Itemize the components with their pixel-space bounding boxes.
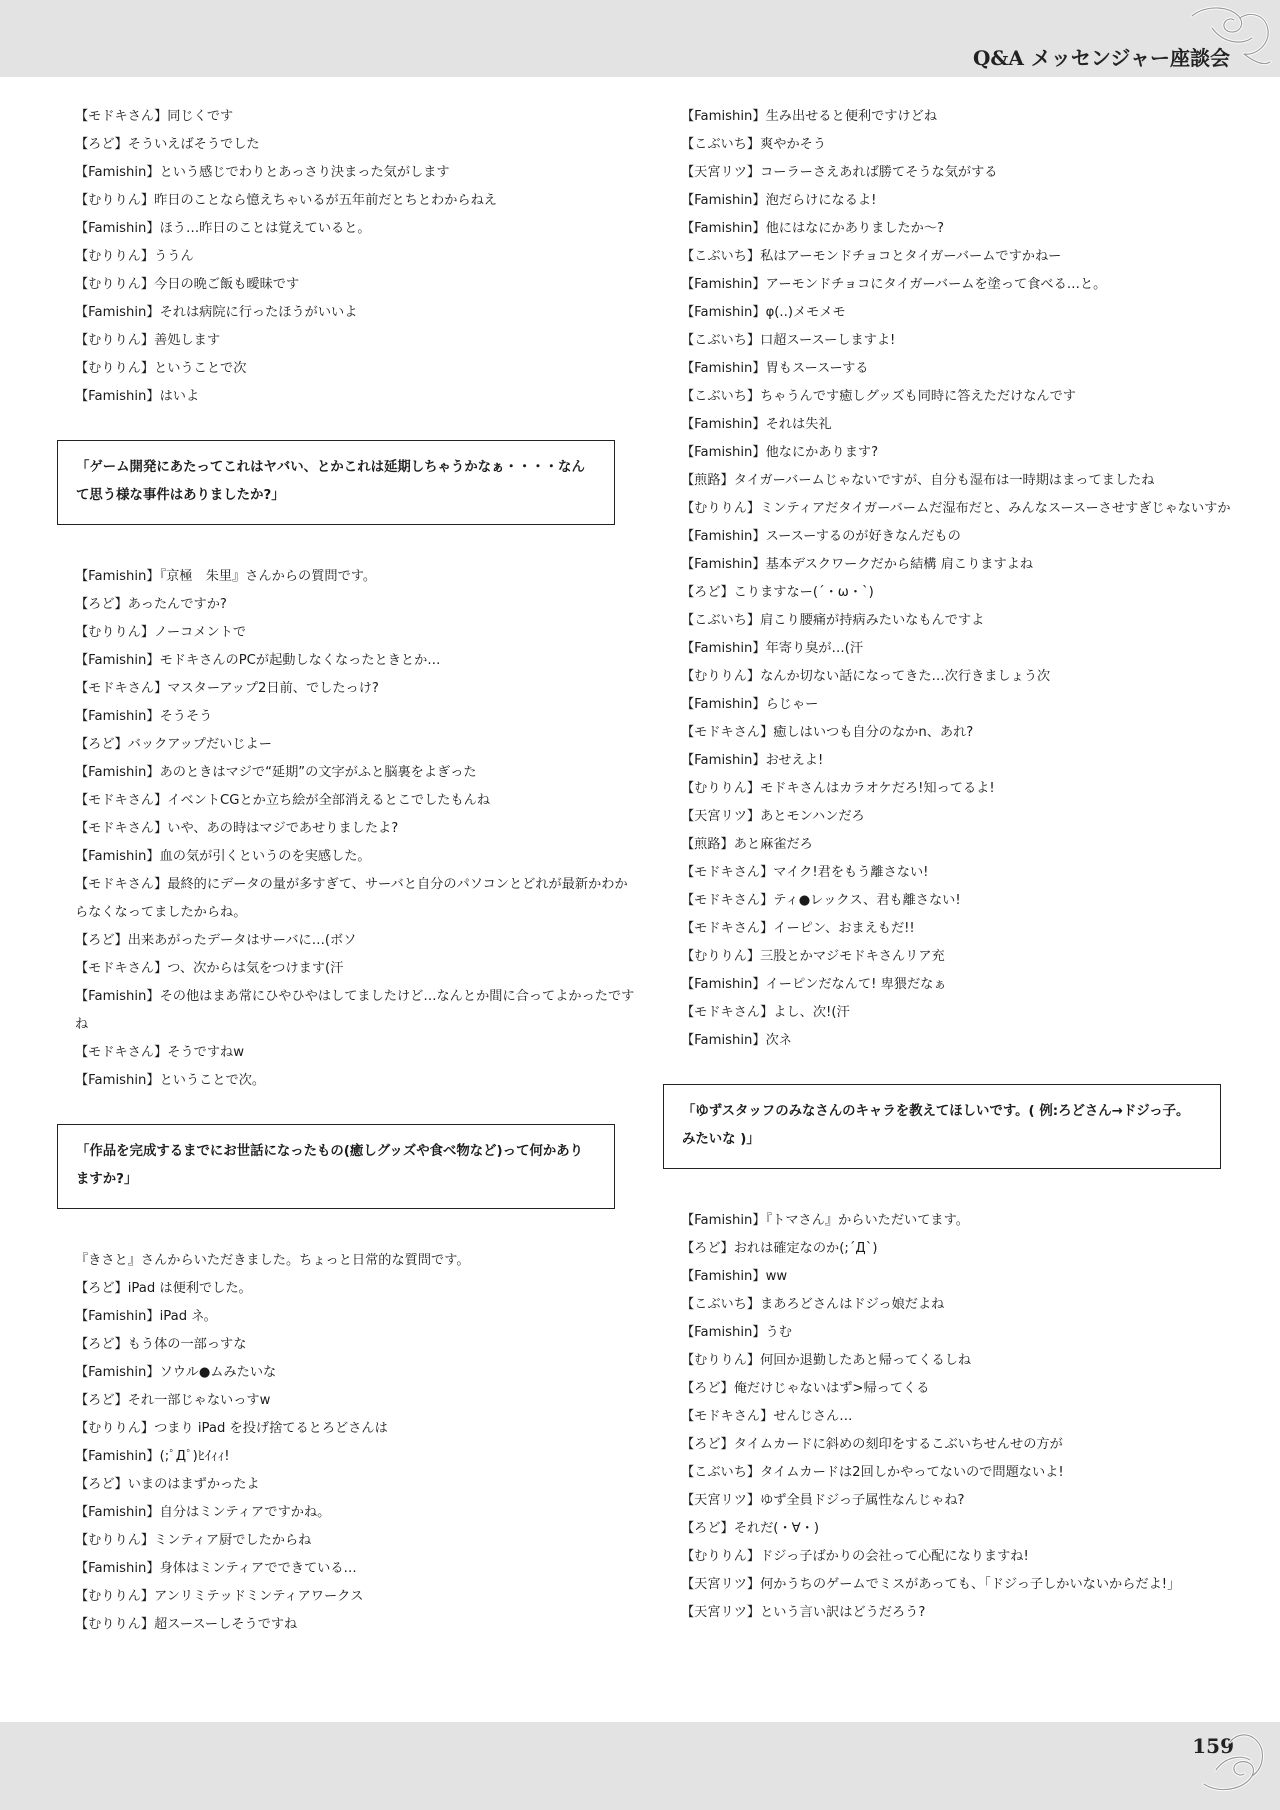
dialogue-line: 【モドキさん】最終的にデータの量が多すぎて、サーバと自分のパソコンとどれが最新かわからなくなってましたからね。 bbox=[75, 877, 628, 920]
dialogue-line: 【こぶいち】タイムカードは2回しかやってないので問題ないよ! bbox=[681, 1465, 1064, 1480]
dialogue-line: 【むりりん】ということで次 bbox=[75, 361, 247, 376]
dialogue-line: 【むりりん】昨日のことなら憶えちゃいるが五年前だとちとわからねえ bbox=[75, 193, 497, 208]
dialogue-line: 【モドキさん】イーピン、おまえもだ!! bbox=[681, 921, 915, 936]
dialogue-line: 【むりりん】今日の晩ご飯も曖昧です bbox=[75, 277, 300, 292]
dialogue-line: 【ろど】いまのはまずかったよ bbox=[75, 1477, 260, 1492]
dialogue-line: 【Famishin】うむ bbox=[681, 1325, 792, 1340]
dialogue-line: 【モドキさん】よし、次!(汗 bbox=[681, 1005, 850, 1020]
page-header-title: Q&A メッセンジャー座談会 bbox=[972, 46, 1230, 70]
dialogue-line: 【こぶいち】私はアーモンドチョコとタイガーバームですかねー bbox=[681, 249, 1062, 264]
dialogue-line: 【Famishin】iPad ネ。 bbox=[75, 1309, 217, 1324]
question-box: 「作品を完成するまでにお世話になったもの(癒しグッズや食べ物など)って何かありますか?」 bbox=[57, 1124, 615, 1209]
dialogue-line: 【モドキさん】つ、次からは気をつけます(汗 bbox=[75, 961, 344, 976]
dialogue-line: 【Famishin】次ネ bbox=[681, 1033, 792, 1048]
dialogue-line: 【Famishin】ということで次。 bbox=[75, 1073, 266, 1088]
dialogue-line: 【モドキさん】同じくです bbox=[75, 109, 234, 124]
dialogue-line: 【こぶいち】まあろどさんはドジっ娘だよね bbox=[681, 1297, 945, 1312]
dialogue-line: 【モドキさん】マスターアップ2日前、でしたっけ? bbox=[75, 681, 379, 696]
footer-band bbox=[0, 1722, 1280, 1810]
dialogue-line: 【Famishin】という感じでわりとあっさり決まった気がします bbox=[75, 165, 450, 180]
dialogue-line: 【こぶいち】口超スースーしますよ! bbox=[681, 333, 896, 348]
dialogue-line: 【こぶいち】ちゃうんです癒しグッズも同時に答えただけなんです bbox=[681, 389, 1076, 404]
dialogue-line: 【モドキさん】癒しはいつも自分のなかn、あれ? bbox=[681, 725, 974, 740]
dialogue-line: 【天宮リツ】という言い訳はどうだろう? bbox=[681, 1605, 926, 1620]
left-column bbox=[75, 103, 635, 1639]
dialogue-line: 【ろど】あったんですか? bbox=[75, 597, 227, 612]
dialogue-line: 【Famishin】胃もスースーする bbox=[681, 361, 869, 376]
dialogue-line: 【ろど】それだ(・∀・) bbox=[681, 1521, 819, 1536]
dialogue-line: 【ろど】こりますなー(´・ω・`) bbox=[681, 585, 874, 600]
dialogue-line: 【Famishin】スースーするのが好きなんだもの bbox=[681, 529, 961, 544]
dialogue-line: 【Famishin】それは失礼 bbox=[681, 417, 832, 432]
dialogue-line: 【Famishin】φ(..)メモメモ bbox=[681, 305, 846, 320]
page-number: 159 bbox=[1192, 1734, 1234, 1758]
dialogue-line: 【ろど】タイムカードに斜めの刻印をするこぶいちせんせの方が bbox=[681, 1437, 1063, 1452]
dialogue-line: 【Famishin】それは病院に行ったほうがいいよ bbox=[75, 305, 358, 320]
dialogue-line: 【モドキさん】マイク!君をもう離さない! bbox=[681, 865, 929, 880]
dialogue-line: 【ろど】もう体の一部っすな bbox=[75, 1337, 247, 1352]
dialogue-line: 【Famishin】(;ﾟДﾟ)ﾋｲｨｨ! bbox=[75, 1449, 230, 1464]
dialogue-line: 【こぶいち】爽やかそう bbox=[681, 137, 827, 152]
dialogue-line: 【ろど】出来あがったデータはサーバに…(ボソ bbox=[75, 933, 357, 948]
dialogue-line: 【むりりん】三股とかマジモドキさんリア充 bbox=[681, 949, 945, 964]
dialogue-line: 【Famishin】『トマさん』からいただいてます。 bbox=[681, 1213, 969, 1228]
dialogue-line: 【Famishin】あのときはマジで“延期”の文字がふと脳裏をよぎった bbox=[75, 765, 477, 780]
dialogue-line: 【モドキさん】いや、あの時はマジであせりましたよ? bbox=[75, 821, 399, 836]
dialogue-line: 【天宮リツ】あとモンハンだろ bbox=[681, 809, 865, 824]
question-box: 「ゆずスタッフのみなさんのキャラを教えてほしいです。( 例:ろどさん→ドジっ子。みたいな )」 bbox=[663, 1084, 1221, 1169]
dialogue-line: 【Famishin】アーモンドチョコにタイガーバームを塗って食べる…と。 bbox=[681, 277, 1107, 292]
dialogue-line: 【むりりん】超スースーしそうですね bbox=[75, 1617, 298, 1632]
dialogue-line: 【Famishin】『京極 朱里』さんからの質問です。 bbox=[75, 569, 377, 584]
dialogue-line: 【Famishin】ほう…昨日のことは覚えていると。 bbox=[75, 221, 371, 236]
dialogue-line: 【Famishin】生み出せると便利ですけどね bbox=[681, 109, 938, 124]
dialogue-line: 【むりりん】ノーコメントで bbox=[75, 625, 247, 640]
dialogue-line: 【ろど】そういえばそうでした bbox=[75, 137, 260, 152]
dialogue-line: 【むりりん】何回か退勤したあと帰ってくるしね bbox=[681, 1353, 972, 1368]
question-box: 「ゲーム開発にあたってこれはヤバい、とかこれは延期しちゃうかなぁ・・・・なんて思う様な事件はありましたか?」 bbox=[57, 440, 615, 525]
dialogue-line: 【むりりん】モドキさんはカラオケだろ!知ってるよ! bbox=[681, 781, 995, 796]
dialogue-line: 【モドキさん】ティ●レックス、君も離さない! bbox=[681, 893, 961, 908]
dialogue-line: 【煎路】あと麻雀だろ bbox=[681, 837, 813, 852]
dialogue-line: 【Famishin】泡だらけになるよ! bbox=[681, 193, 877, 208]
right-column bbox=[681, 103, 1241, 1627]
dialogue-line: 『きさと』さんからいただきました。ちょっと日常的な質問です。 bbox=[75, 1253, 470, 1268]
dialogue-line: 【Famishin】身体はミンティアでできている… bbox=[75, 1561, 357, 1576]
dialogue-line: 【Famishin】モドキさんのPCが起動しなくなったときとか… bbox=[75, 653, 441, 668]
dialogue-line: 【Famishin】ソウル●ムみたいな bbox=[75, 1365, 277, 1380]
dialogue-line: 【Famishin】おせえよ! bbox=[681, 753, 824, 768]
ornament-flourish-icon bbox=[1182, 2, 1274, 72]
dialogue-line: 【むりりん】つまり iPad を投げ捨てるとろどさんは bbox=[75, 1421, 388, 1436]
dialogue-line: 【Famishin】基本デスクワークだから結構 肩こりますよね bbox=[681, 557, 1034, 572]
dialogue-line: 【Famishin】他なにかあります? bbox=[681, 445, 879, 460]
dialogue-line: 【ろど】バックアップだいじよー bbox=[75, 737, 272, 752]
dialogue-line: 【天宮リツ】ゆず全員ドジっ子属性なんじゃね? bbox=[681, 1493, 965, 1508]
dialogue-line: 【Famishin】イーピンだなんて! 卑猥だなぁ bbox=[681, 977, 947, 992]
dialogue-line: 【ろど】俺だけじゃないはず>帰ってくる bbox=[681, 1381, 930, 1396]
dialogue-line: 【モドキさん】せんじさん… bbox=[681, 1409, 853, 1424]
dialogue-line: 【こぶいち】肩こり腰痛が持病みたいなもんですよ bbox=[681, 613, 985, 628]
dialogue-line: 【Famishin】ww bbox=[681, 1269, 788, 1284]
dialogue-line: 【Famishin】自分はミンティアですかね。 bbox=[75, 1505, 331, 1520]
dialogue-line: 【むりりん】ミンティアだタイガーバームだ湿布だと、みんなスースーさせすぎじゃないすか bbox=[681, 501, 1231, 516]
dialogue-line: 【むりりん】アンリミテッドミンティアワークス bbox=[75, 1589, 364, 1604]
dialogue-line: 【Famishin】はいよ bbox=[75, 389, 200, 404]
dialogue-line: 【ろど】それ一部じゃないっすw bbox=[75, 1393, 271, 1408]
dialogue-line: 【Famishin】他にはなにかありましたか〜? bbox=[681, 221, 945, 236]
dialogue-line: 【Famishin】その他はまあ常にひやひやはしてましたけど…なんとか間に合ってよかったですね bbox=[75, 989, 635, 1032]
dialogue-line: 【むりりん】なんか切ない話になってきた…次行きましょう次 bbox=[681, 669, 1051, 684]
dialogue-line: 【モドキさん】イベントCGとか立ち絵が全部消えるとこでしたもんね bbox=[75, 793, 491, 808]
dialogue-line: 【ろど】iPad は便利でした。 bbox=[75, 1281, 252, 1296]
dialogue-line: 【Famishin】血の気が引くというのを実感した。 bbox=[75, 849, 371, 864]
dialogue-line: 【煎路】タイガーバームじゃないですが、自分も湿布は一時期はまってましたね bbox=[681, 473, 1155, 488]
dialogue-line: 【むりりん】善処します bbox=[75, 333, 221, 348]
dialogue-line: 【モドキさん】そうですねw bbox=[75, 1045, 245, 1060]
dialogue-line: 【むりりん】ううん bbox=[75, 249, 194, 264]
ornament-flourish-icon bbox=[1190, 1724, 1270, 1796]
dialogue-line: 【むりりん】ドジっ子ばかりの会社って心配になりますね! bbox=[681, 1549, 1029, 1564]
dialogue-line: 【Famishin】年寄り臭が…(汗 bbox=[681, 641, 864, 656]
dialogue-line: 【天宮リツ】コーラーさえあれば勝てそうな気がする bbox=[681, 165, 998, 180]
dialogue-line: 【ろど】おれは確定なのか(;´Д`) bbox=[681, 1241, 878, 1256]
dialogue-line: 【Famishin】そうそう bbox=[75, 709, 213, 724]
dialogue-line: 【Famishin】らじゃー bbox=[681, 697, 819, 712]
dialogue-line: 【むりりん】ミンティア厨でしたからね bbox=[75, 1533, 312, 1548]
dialogue-line: 【天宮リツ】何かうちのゲームでミスがあっても、「ドジっ子しかいないからだよ!」 bbox=[681, 1577, 1181, 1592]
